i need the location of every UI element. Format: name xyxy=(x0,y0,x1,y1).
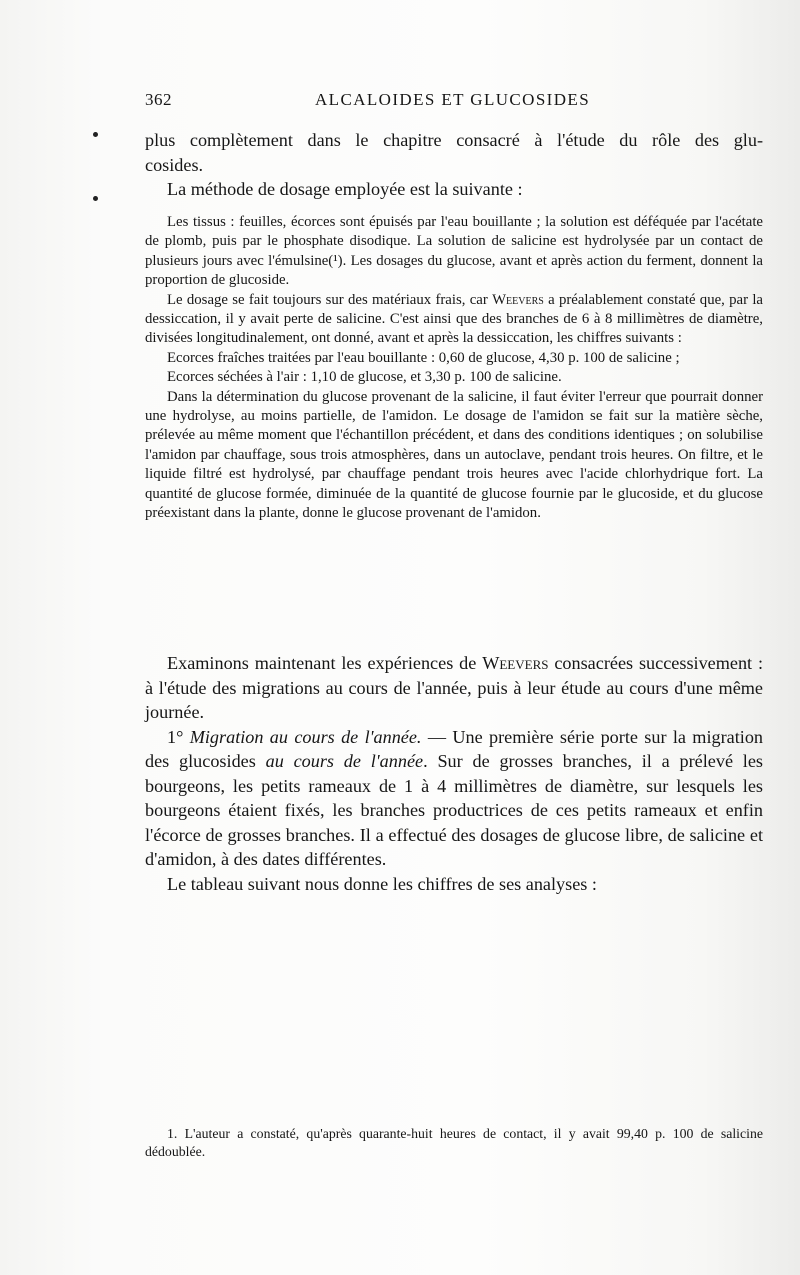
margin-ink-dot xyxy=(93,196,98,201)
page-number: 362 xyxy=(145,90,172,109)
text-line: cosides. xyxy=(145,154,204,175)
margin-ink-dot xyxy=(93,132,98,137)
text-span: L'auteur a constaté, qu'après quarante-huit heures de contact, il y avait 99,40 p. 100 de salicine dédoublée. xyxy=(145,1126,763,1159)
section-heading: Migration au cours de l'année. xyxy=(189,726,422,747)
author-name: Weevers xyxy=(492,291,544,308)
text-span: . Les dosages du glucose, avant et après action du ferment, donnent la proportion de glucoside. xyxy=(145,252,764,289)
text-span: . Sur de grosses branches, il a prélevé les bourgeons, les petits rameaux de 1 à 4 millimètres de diamètre, sur lesquels les bourgeons étaient fixés, les branches productrices de ces petits rameaux et enfin l'écorce de grosses branches. Il a effectué des dosages de glucose libre, de salicine et d'amidon, à des dates différentes. xyxy=(145,751,764,869)
method-paragraph xyxy=(145,213,763,291)
text-span: Le dosage se fait toujours sur des matériaux frais, car xyxy=(167,291,488,308)
method-paragraph: Ecorces séchées à l'air : 1,10 de glucose, et 3,30 p. 100 de salicine. xyxy=(167,369,562,386)
footnote-reference[interactable]: (¹) xyxy=(328,252,343,269)
footnote xyxy=(145,1125,763,1161)
italic-span: au cours de l'année xyxy=(265,751,424,771)
footnote-text xyxy=(145,1125,763,1161)
author-name: Weevers xyxy=(482,653,549,673)
text-span: — Une première série porte sur la migration des glucosides xyxy=(145,726,764,771)
method-section xyxy=(145,213,763,524)
main-section xyxy=(145,651,763,896)
body-paragraph: Le tableau suivant nous donne les chiffres de ses analyses : xyxy=(167,873,597,894)
method-paragraph: Ecorces fraîches traitées par l'eau bouillante : 0,60 de glucose, 4,30 p. 100 de salicine ; xyxy=(167,349,680,366)
method-paragraph xyxy=(145,291,763,349)
text-span: Examinons maintenant les expériences de xyxy=(167,653,477,673)
text-line: plus complètement dans le chapitre consacré à l'étude du rôle des glu- xyxy=(145,130,763,150)
text-span: consacrées successivement : à l'étude des migrations au cours de l'année, puis à leur étude au cours d'une même journée. xyxy=(145,653,764,722)
running-title: ALCALOIDES ET GLUCOSIDES xyxy=(315,90,591,109)
method-paragraph: Dans la détermination du glucose provenant de la salicine, il faut éviter l'erreur que pourrait donner une hydrolyse, au moins partielle, de l'amidon. Le dosage de l'amidon se fait sur la matière sèche, prélevée au même moment que l'échantillon précédent, et dans des conditions identiques ; on solubilise l'amidon par chauffage, sous trois atmosphères, dans un autoclave, pendant trois heures. On filtre, et le liquide filtré est hydrolysé, par chauffage pendant trois heures avec l'acide chlorhydrique fort. La quantité de glucose formée, diminuée de la quantité de glucose fournie par le glucoside, et du glucose préexistant dans la plante, donne le glucose provenant de l'amidon. xyxy=(145,388,763,522)
text-span: Les tissus : feuilles, écorces sont épuisés par l'eau bouillante ; la solution est déféquée par l'acétate de plomb, puis par le phosphate disodique. La solution de salicine est hydrolysée par un contact de plusieurs jours avec l'émulsine xyxy=(145,214,763,269)
footnote-marker: 1. xyxy=(167,1126,178,1141)
text-span: a préalablement constaté que, par la dessiccation, il y avait perte de salicine. C'est ainsi que des branches de 6 à 8 millimètres de diamètre, divisées longitudinalement, ont donné, avant et après la dessiccation, les chiffres suivants : xyxy=(145,291,763,347)
running-header xyxy=(145,90,770,112)
body-paragraph xyxy=(145,651,763,725)
section-number: 1° xyxy=(167,726,184,747)
method-intro: La méthode de dosage employée est la suivante : xyxy=(167,179,523,199)
body-paragraph xyxy=(145,725,763,872)
opening-paragraph xyxy=(145,128,763,202)
